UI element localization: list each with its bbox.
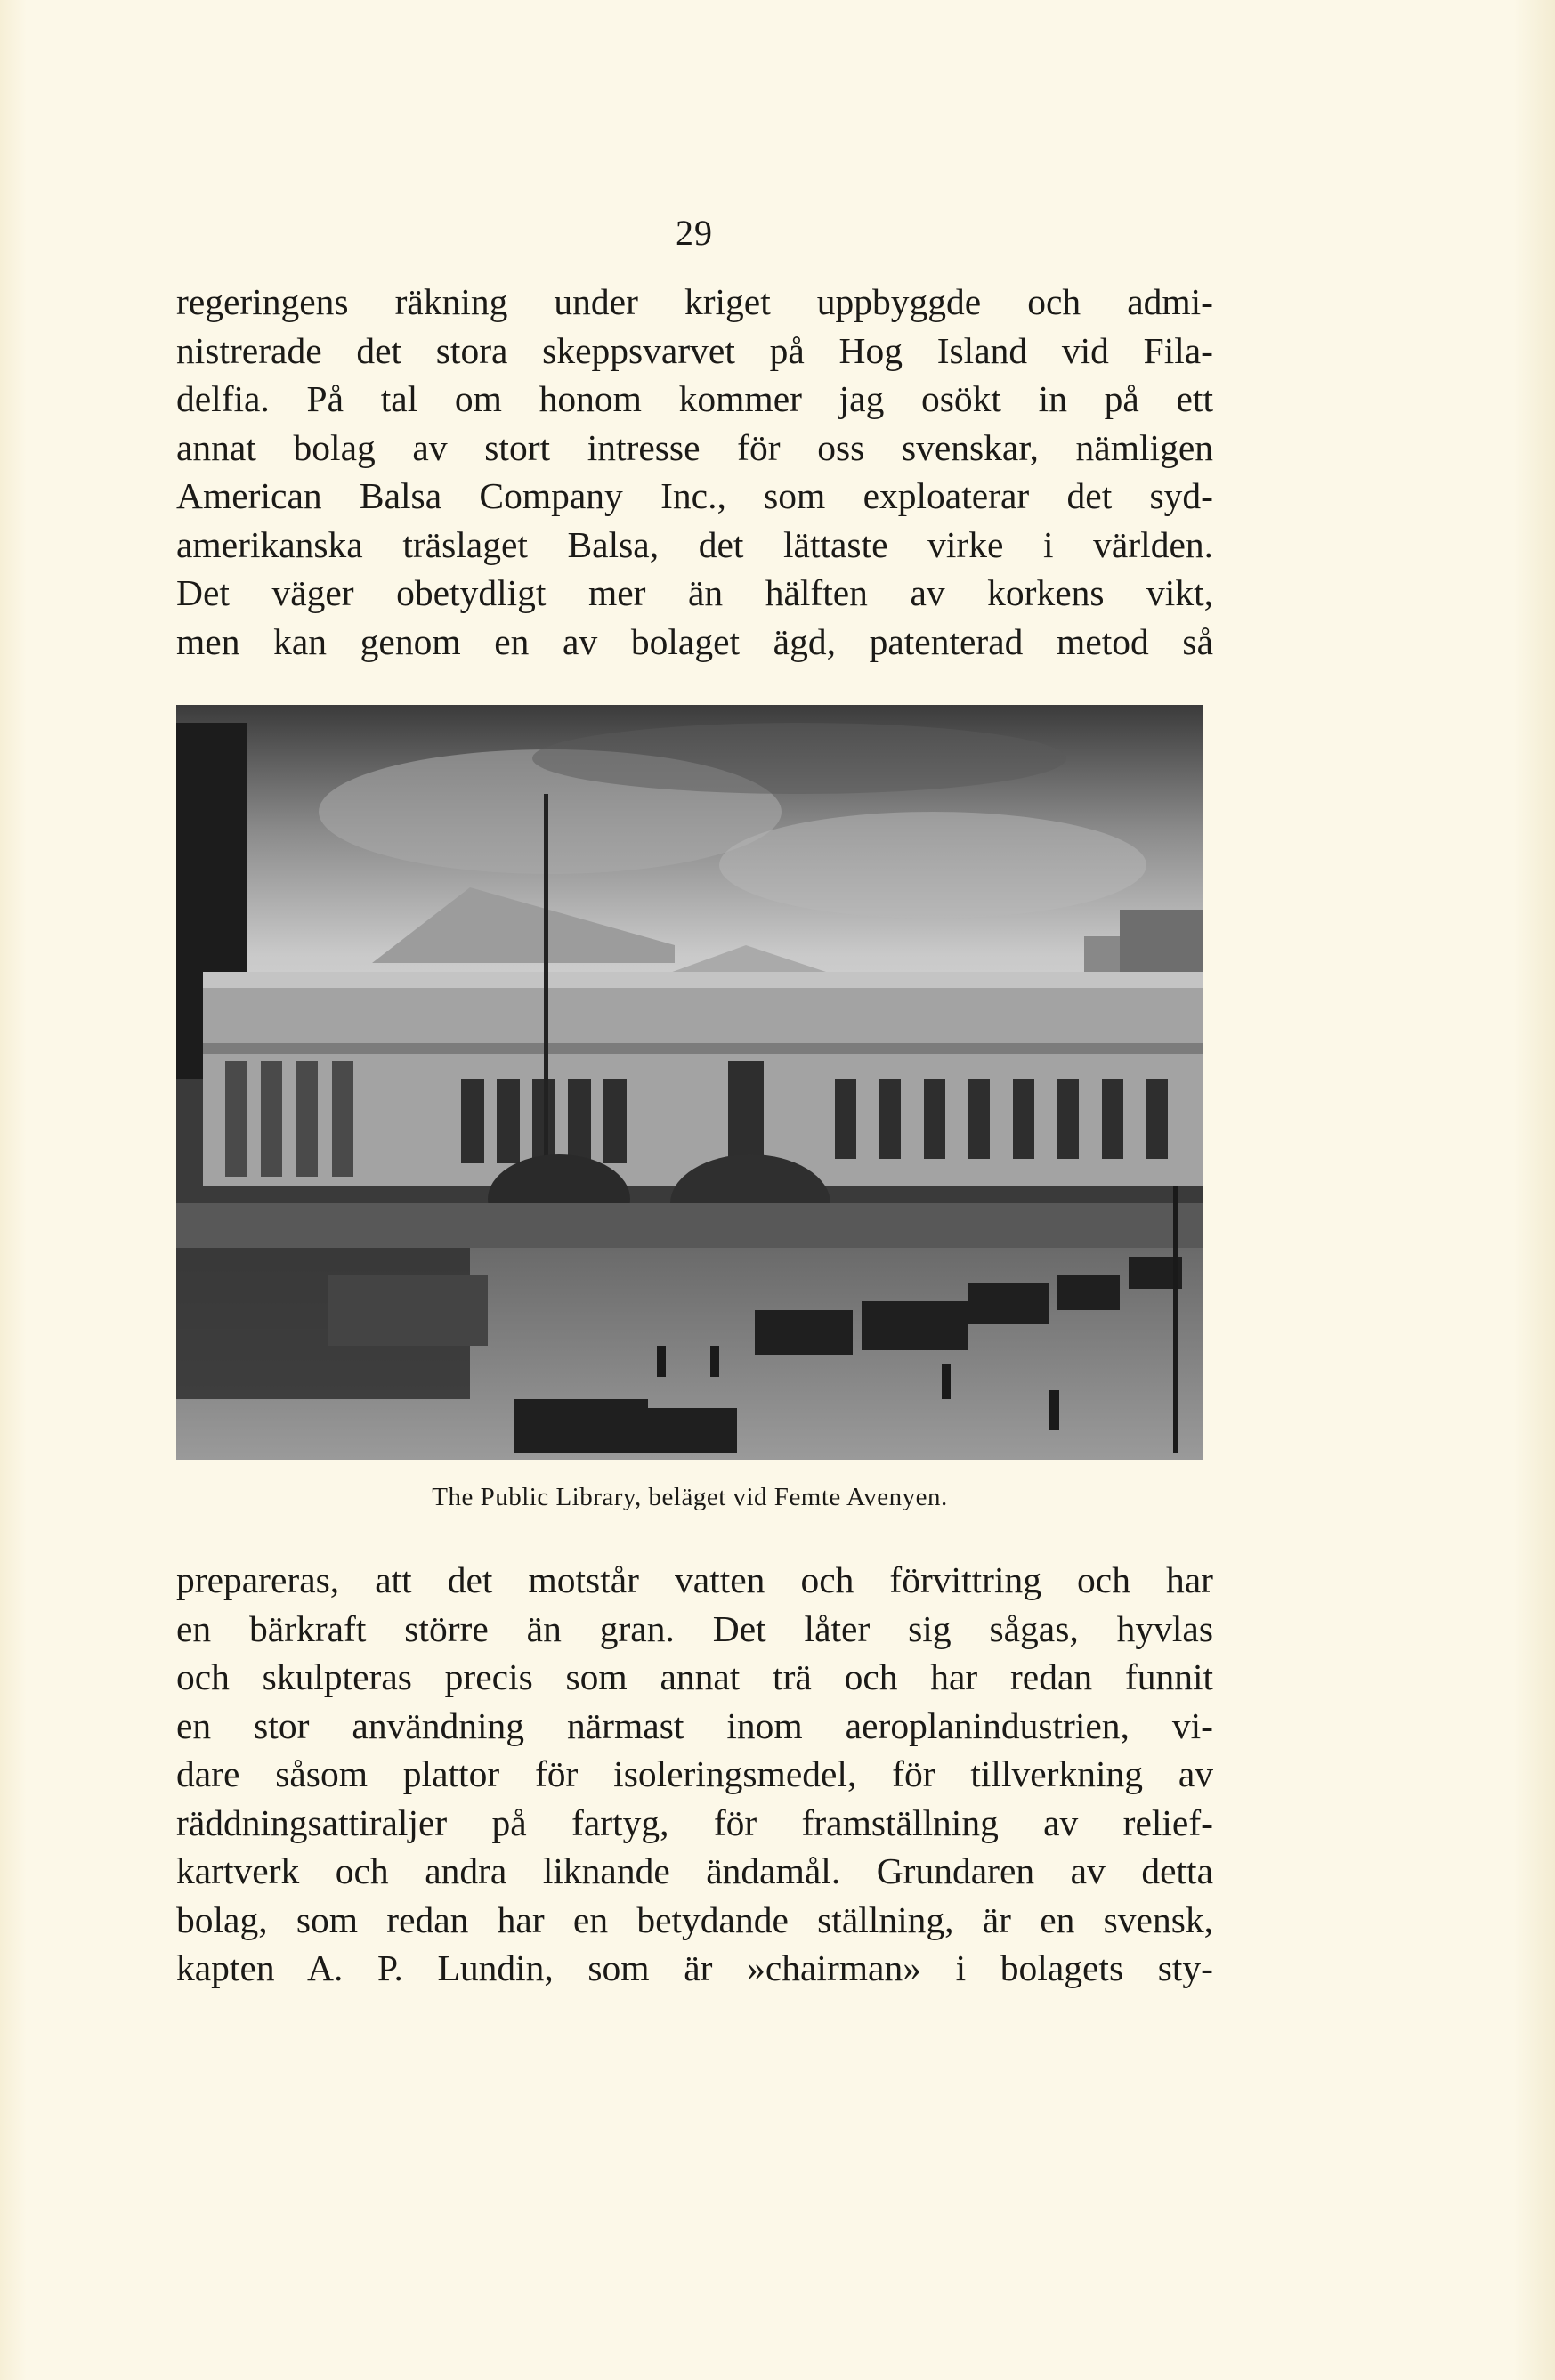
- text-line: nistrerade det stora skeppsvarvet på Hog Island vid Fila-: [176, 329, 1213, 371]
- text-line: Det väger obetydligt mer än hälften av korkens vikt,: [176, 572, 1213, 613]
- paragraph-bottom: [176, 1556, 1213, 1993]
- page-number: 29: [676, 213, 713, 253]
- text-line: annat bolag av stort intresse för oss svenskar, nämligen: [176, 426, 1213, 468]
- text-line: och skulpteras precis som annat trä och har redan funnit: [176, 1656, 1213, 1697]
- text-line: delfia. På tal om honom kommer jag osökt in på ett: [176, 378, 1213, 419]
- text-line: prepareras, att det motstår vatten och förvittring och har: [176, 1559, 1213, 1600]
- text-line: men kan genom en av bolaget ägd, patenterad metod så: [176, 620, 1213, 662]
- text-line: dare såsom plattor för isoleringsmedel, för tillverkning av: [176, 1753, 1213, 1794]
- text-line: bolag, som redan har en betydande ställning, är en svensk,: [176, 1898, 1213, 1940]
- library-photograph: [176, 705, 1203, 1460]
- text-line: kapten A. P. Lundin, som är »chairman» i bolagets sty-: [176, 1947, 1213, 1988]
- text-line: kartverk och andra liknande ändamål. Grundaren av detta: [176, 1850, 1213, 1891]
- text-line: en bärkraft större än gran. Det låter sig sågas, hyvlas: [176, 1607, 1213, 1649]
- figure-caption: The Public Library, beläget vid Femte Avenyen.: [432, 1483, 948, 1511]
- text-line: regeringens räkning under kriget uppbyggde och admi-: [176, 281, 1213, 322]
- paragraph-top: [176, 278, 1213, 666]
- text-line: amerikanska träslaget Balsa, det lättaste virke i världen.: [176, 523, 1213, 565]
- text-line: en stor användning närmast inom aeroplanindustrien, vi-: [176, 1704, 1213, 1746]
- text-line: räddningsattiraljer på fartyg, för framställning av relief-: [176, 1801, 1213, 1843]
- text-line: American Balsa Company Inc., som exploaterar det syd-: [176, 475, 1213, 516]
